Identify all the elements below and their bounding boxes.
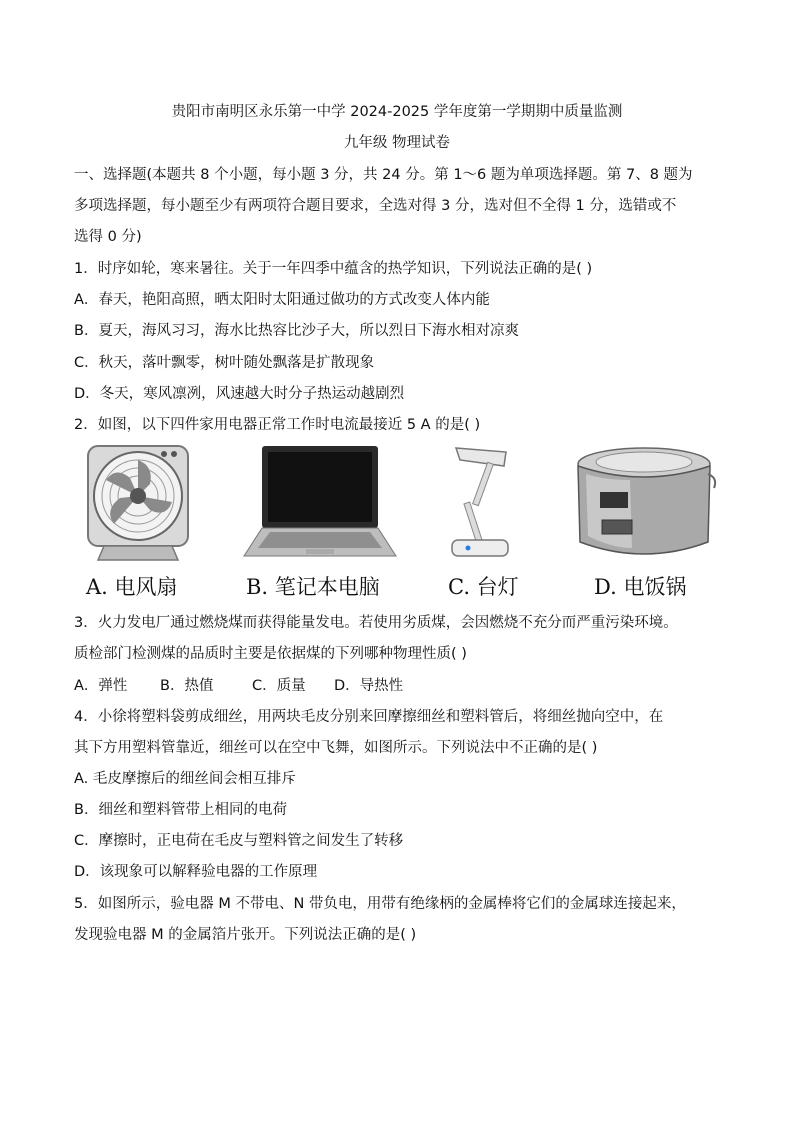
page-title: 贵阳市南明区永乐第一中学 2024-2025 学年度第一学期期中质量监测 xyxy=(171,104,623,120)
question-1-option-b: B．夏天，海风习习，海水比热容比沙子大，所以烈日下海水相对凉爽 xyxy=(74,323,519,339)
desk-lamp-image xyxy=(446,444,526,564)
page-subtitle: 九年级 物理试卷 xyxy=(343,135,451,151)
question-2-stem: 2．如图，以下四件家用电器正常工作时电流最接近 5 A 的是( ) xyxy=(74,417,481,433)
question-1-option-c: C．秋天，落叶飘零，树叶随处飘落是扩散现象 xyxy=(74,355,375,371)
question-1-stem: 1．时序如轮，寒来暑往。关于一年四季中蕴含的热学知识，下列说法正确的是( ) xyxy=(74,261,593,277)
question-4-option-d: D．该现象可以解释验电器的工作原理 xyxy=(74,864,318,880)
question-1-option-d: D．冬天，寒风凛冽，风速越大时分子热运动越剧烈 xyxy=(74,386,405,402)
rice-cooker-image xyxy=(572,444,722,564)
question-3-option-c: C．质量 xyxy=(252,678,306,694)
question-3-option-b: B．热值 xyxy=(160,678,214,694)
question-3-option-a: A．弹性 xyxy=(74,678,128,694)
question-5-line-1: 5．如图所示，验电器 M 不带电、N 带负电，用带有绝缘柄的金属棒将它们的金属球连接起来， xyxy=(74,896,686,912)
question-4-line-1: 4．小徐将塑料袋剪成细丝，用两块毛皮分别来回摩擦细丝和塑料管后，将细丝抛向空中，在 xyxy=(74,709,664,725)
section-instructions-line-3: 选得 0 分) xyxy=(74,229,142,245)
question-3-option-d: D．导热性 xyxy=(334,678,404,694)
question-1-option-a: A．春天，艳阳高照，晒太阳时太阳通过做功的方式改变人体内能 xyxy=(74,292,490,308)
section-instructions-line-2: 多项选择题，每小题至少有两项符合题目要求，全选对得 3 分，选对但不全得 1 分，选错或不 xyxy=(74,198,677,214)
caption-c: C. 台灯 xyxy=(448,575,519,599)
caption-d: D. 电饭锅 xyxy=(594,575,687,599)
question-4-option-a: A. 毛皮摩擦后的细丝间会相互排斥 xyxy=(74,771,296,787)
section-instructions-line-1: 一、选择题(本题共 8 个小题，每小题 3 分，共 24 分。第 1～6 题为单项选择题。第 7、8 题为 xyxy=(74,167,693,183)
laptop-image xyxy=(240,444,400,564)
question-5-line-2: 发现验电器 M 的金属箔片张开。下列说法正确的是( ) xyxy=(74,927,417,943)
question-3-line-2: 质检部门检测煤的品质时主要是依据煤的下列哪种物理性质( ) xyxy=(74,646,467,662)
caption-a: A. 电风扇 xyxy=(86,575,178,599)
question-4-option-c: C．摩擦时，正电荷在毛皮与塑料管之间发生了转移 xyxy=(74,833,404,849)
question-3-options xyxy=(74,676,403,696)
question-4-option-b: B．细丝和塑料管带上相同的电荷 xyxy=(74,802,287,818)
electric-fan-image xyxy=(84,444,194,564)
question-4-line-2: 其下方用塑料管靠近，细丝可以在空中飞舞，如图所示。下列说法中不正确的是( ) xyxy=(74,740,598,756)
question-2-figure xyxy=(76,444,726,604)
caption-b: B. 笔记本电脑 xyxy=(246,575,380,599)
question-3-line-1: 3．火力发电厂通过燃烧煤而获得能量发电。若使用劣质煤，会因燃烧不充分而严重污染环境。 xyxy=(74,615,678,631)
